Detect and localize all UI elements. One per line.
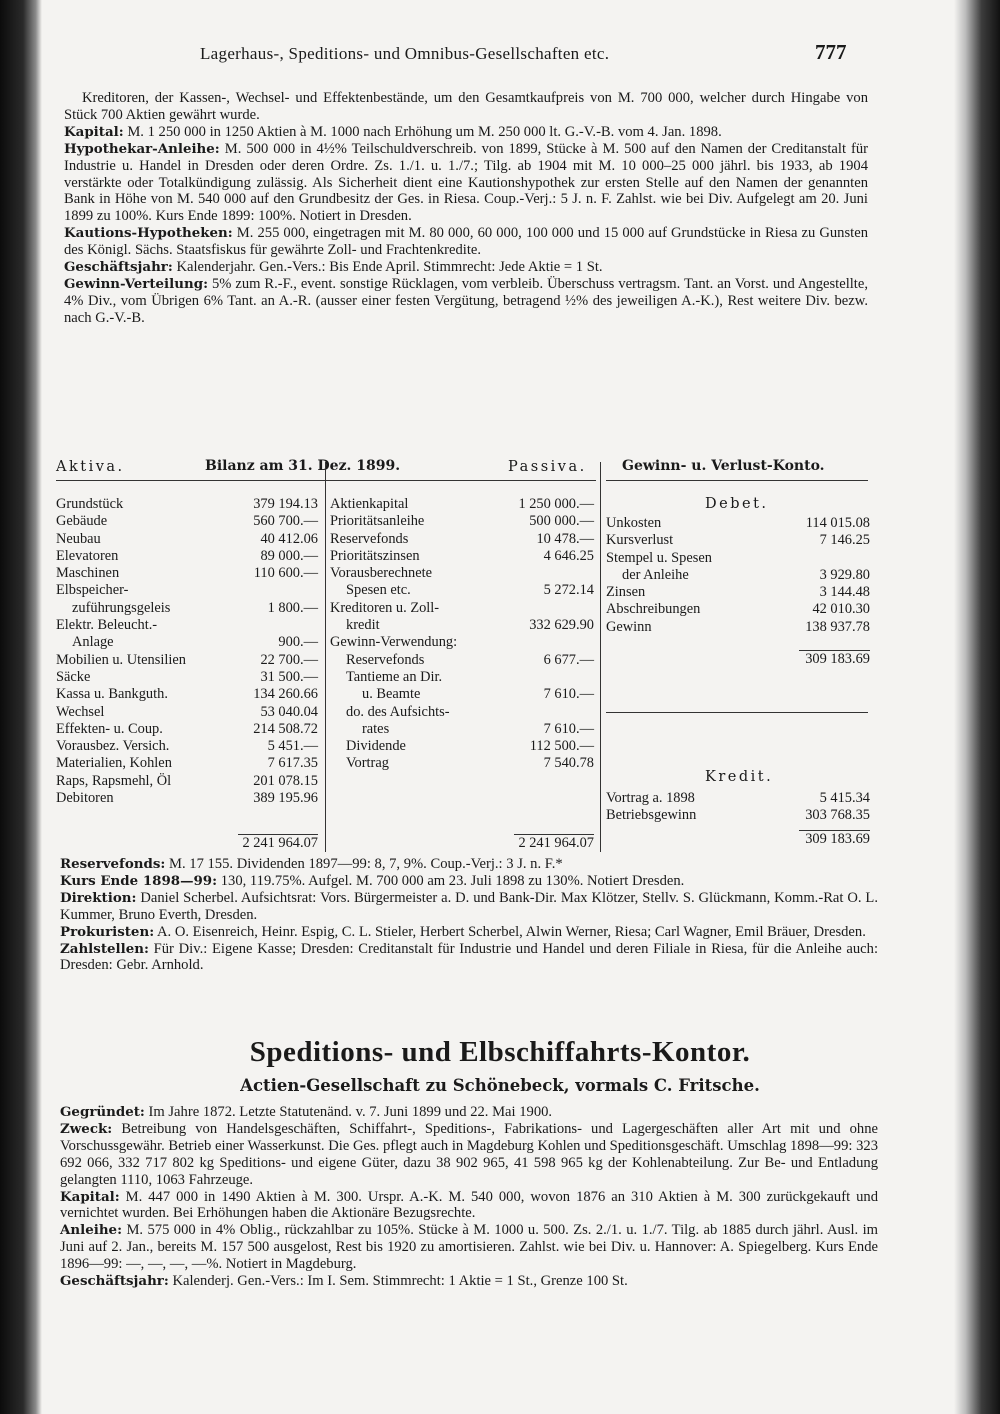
aktiva-row — [56, 669, 318, 686]
top-section — [64, 90, 868, 327]
item-label: Abschreibungen — [606, 601, 701, 618]
item-label: Prioritätsanleihe — [330, 513, 425, 530]
paragraph: Reservefonds: M. 17 155. Dividenden 1897—99: 8, 7, 9%. Coup.-Verj.: 3 J. n. F.* — [60, 856, 563, 872]
item-label: Wechsel — [56, 703, 105, 720]
item-value: 500 000.— — [529, 513, 594, 530]
page-edge-right — [954, 0, 1000, 1414]
paragraph: Kurs Ende 1898—99: 130, 119.75%. Aufgel. M. 700 000 am 23. Juli 1898 zu 130%. Notiert Dresden. — [60, 872, 685, 889]
item-label: Aktienkapital — [330, 496, 409, 512]
kredit-row — [606, 807, 870, 824]
paragraph: Direktion: Daniel Scherbel. Aufsichtsrat: Vors. Bürgermeister a. D. und Bank-Dir. Max Klötzer, Stellv. S. Glückmann, Komm.-Rat O. L. Kummer, Bruno Everth, Dresden. — [60, 889, 878, 923]
item-label: Materialien, Kohlen — [56, 755, 172, 772]
item-label: Raps, Rapsmehl, Öl — [56, 772, 172, 789]
passiva-row — [330, 652, 594, 669]
item-value: 10 478.— — [536, 530, 594, 547]
aktiva-row — [56, 617, 318, 634]
passiva-row — [330, 496, 594, 513]
paragraph: Zweck: Betreibung von Handelsgeschäften, Schiffahrt-, Speditions-, Fabrikations- und Lagergeschäften aller Art mit und ohne Vorschussgewähr. Betrieb einer Wasserkunst. Die Ges. pflegt auch in Magdeburg Kohlen und Speditionsgeschäft. Umschlag 1898—99: 323 692 066, 332 717 802 kg Speditions- und eigene Güter, dazu 38 902 965, 41 598 965 kg der Kohlenabteilung. Zur Be- und Entladung gelangten 1110, 1063 Fahrzeuge. — [60, 1120, 878, 1188]
aktiva-row — [56, 513, 318, 530]
debet-caption: Debet. — [705, 496, 769, 512]
balance-rule — [56, 480, 596, 481]
item-value: 5 415.34 — [819, 790, 870, 806]
passiva-row — [330, 669, 594, 686]
paragraph: Prokuristen: A. O. Eisenreich, Heinr. Espig, C. L. Stieler, Herbert Scherbel, Alwin Werner, Riesa; Carl Wagner, Emil Bräuer, Dresden. — [60, 923, 866, 940]
passiva-row — [330, 582, 594, 599]
paragraph: Geschäftsjahr: Kalenderjahr. Gen.-Vers.: Bis Ende April. Stimmrecht: Jede Aktie = 1 St. — [64, 259, 603, 276]
item-label: Kursverlust — [606, 532, 674, 549]
item-value: 5 451.— — [267, 738, 318, 755]
item-value: 134 260.66 — [253, 686, 318, 703]
item-value: 214 508.72 — [253, 720, 318, 737]
company-title: Speditions- und Elbschiffahrts-Kontor. — [249, 1036, 751, 1068]
debet-row — [606, 619, 870, 636]
item-label: Kreditoren u. Zoll- — [330, 599, 440, 616]
item-label: Debitoren — [56, 790, 114, 807]
paragraph: Kapital: M. 1 250 000 in 1250 Aktien à M. 1000 nach Erhöhung um M. 250 000 lt. G.-V.-B. vom 4. Jan. 1898. — [64, 123, 722, 140]
item-value: 22 700.— — [260, 651, 318, 668]
gv-separator — [606, 712, 868, 713]
item-value: 7 610.— — [543, 686, 594, 703]
item-value: 7 540.78 — [543, 755, 594, 772]
aktiva-row — [56, 531, 318, 548]
aktiva-row — [56, 738, 318, 755]
paragraph: Kapital: M. 447 000 in 1490 Aktien à M. 300. Urspr. A.-K. M. 540 000, wovon 1876 an 310 Aktien à M. 300 zurückgekauft und vernichtet wurden. Bei Erhöhungen haben die Aktionäre Bezugsrechte. — [60, 1188, 878, 1222]
passiva-row — [330, 617, 594, 634]
kredit-caption: Kredit. — [705, 769, 774, 785]
passiva-row — [330, 565, 594, 582]
item-label: u. Beamte — [362, 686, 421, 703]
item-label: Grundstück — [56, 496, 124, 512]
debet-total-value: 309 183.69 — [799, 650, 870, 668]
kredit-row — [606, 790, 870, 807]
item-label: Effekten- u. Coup. — [56, 720, 163, 737]
passiva-row — [330, 513, 594, 530]
binding-shadow-left — [0, 0, 42, 1414]
item-value: 89 000.— — [260, 547, 318, 564]
kredit-table — [606, 790, 870, 825]
item-value: 40 412.06 — [260, 530, 318, 547]
passiva-row — [330, 755, 594, 772]
item-value: 1 250 000.— — [518, 496, 594, 512]
item-value: 42 010.30 — [812, 601, 870, 618]
item-label: Vorausbez. Versich. — [56, 738, 170, 755]
item-label: Elevatoren — [56, 547, 119, 564]
item-value: 379 194.13 — [253, 496, 318, 512]
paragraph: Kreditoren, der Kassen-, Wechsel- und Effektenbestände, um den Gesamtkaufpreis von M. 700 000, welcher durch Hingabe von Stück 700 Aktien gewährt wurde. — [64, 90, 868, 123]
debet-row — [606, 567, 870, 584]
paragraph: Kautions-Hypotheken: M. 255 000, eingetragen mit M. 80 000, 60 000, 100 000 und 15 000 auf Grundstücke in Riesa zu Gunsten des Königl. Sächs. Staatsfiskus für gewährte Zoll- und Frachtenkredite. — [64, 225, 868, 259]
passiva-caption: Passiva. — [508, 459, 587, 475]
item-value: 110 600.— — [253, 565, 318, 582]
paragraph: Anleihe: M. 575 000 in 4% Oblig., rückzahlbar zu 105%. Stücke à M. 1000 u. 500. Zs. 2./1. u. 1./7. Tilg. ab 1885 durch jährl. Ausl. im Juni auf 2. Jan., bereits M. 157 500 ausgelost, Rest bis 1920 zu amortisieren. Zahlst. wie bei Div. u. Hannover: A. Spiegelberg. Kurs Ende 1896—99: —, —, —, —%. Notiert in Magdeburg. — [60, 1222, 878, 1273]
item-value: 560 700.— — [253, 513, 318, 530]
passiva-row — [330, 721, 594, 738]
item-value: 1 800.— — [267, 599, 318, 616]
passiva-row — [330, 600, 594, 617]
aktiva-row — [56, 634, 318, 651]
item-label: Anlage — [72, 634, 114, 651]
aktiva-row — [56, 755, 318, 772]
passiva-row — [330, 634, 594, 651]
passiva-row — [330, 738, 594, 755]
passiva-table — [330, 496, 594, 773]
item-label: Tantieme an Dir. — [346, 668, 443, 685]
item-value: 53 040.04 — [260, 703, 318, 720]
item-label: Reservefonds — [330, 530, 409, 547]
item-value: 31 500.— — [260, 668, 318, 685]
item-value: 201 078.15 — [253, 772, 318, 789]
item-label: Zinsen — [606, 584, 646, 601]
item-value: 7 617.35 — [267, 755, 318, 772]
page-number: 777 — [815, 40, 847, 64]
passiva-total — [330, 834, 594, 851]
passiva-row — [330, 531, 594, 548]
paragraph: Geschäftsjahr: Kalenderj. Gen.-Vers.: Im I. Sem. Stimmrecht: 1 Aktie = 1 St., Grenze 100 St. — [60, 1273, 628, 1290]
item-value: 114 015.08 — [805, 515, 870, 531]
item-label: Maschinen — [56, 565, 120, 582]
item-value: 3 929.80 — [819, 566, 870, 583]
item-value: 303 768.35 — [805, 807, 870, 824]
item-label: Unkosten — [606, 515, 662, 531]
debet-total — [606, 650, 870, 667]
item-label: Elektr. Beleucht.- — [56, 617, 158, 634]
aktiva-row — [56, 600, 318, 617]
gv-title: Gewinn- u. Verlust-Konto. — [622, 458, 825, 474]
item-value: 332 629.90 — [529, 617, 594, 634]
gv-rule — [606, 480, 868, 481]
aktiva-total-value: 2 241 964.07 — [238, 834, 318, 852]
aktiva-row — [56, 721, 318, 738]
aktiva-row — [56, 582, 318, 599]
item-value: 900.— — [278, 634, 318, 651]
item-value: 6 677.— — [543, 651, 594, 668]
aktiva-row — [56, 548, 318, 565]
item-label: Stempel u. Spesen — [606, 549, 712, 566]
item-value: 138 937.78 — [805, 618, 870, 635]
paragraph: Hypothekar-Anleihe: M. 500 000 in 4½% Teilschuldverschreib. von 1899, Stücke à M. 500 auf den Namen der Creditanstalt für Industrie u. Handel in Dresden oder deren Ordre. Zs. 1./1. u. 1./7.; Tilg. ab 1904 mit M. 10 000–25 000 jährl. bis 1933, ab 1904 verstärkte oder Totalkündigung zulässig. Als Sicherheit dient eine Kautionshypothek zur ersten Stelle auf den Namen der genannten Bank in Höhe von M. 540 000 auf den Grundbesitz der Ges. in Riesa. Coup.-Verj.: 5 J. n. F. Zahlst. wie bei Div. Aufgelegt am 20. Juni 1899 zu 100%. Kurs Ende 1899: 100%. Notiert in Dresden. — [64, 140, 868, 225]
aktiva-row — [56, 686, 318, 703]
debet-row — [606, 584, 870, 601]
item-label: Dividende — [346, 738, 406, 755]
debet-row — [606, 532, 870, 549]
kredit-total-value: 309 183.69 — [799, 830, 870, 848]
item-value: 112 500.— — [529, 738, 594, 755]
passiva-row — [330, 686, 594, 703]
paragraph: Gewinn-Verteilung: 5% zum R.-F., event. sonstige Rücklagen, vom verbleib. Überschuss vertragsm. Tant. an Vorst. und Angestellte, 4% Div., vom Übrigen 6% Tant. an A.-R. (ausser einer festen Vergütung, betragend ½% des jeweiligen A.-K.), Rest weitere Div. bezw. nach G.-V.-B. — [64, 275, 868, 326]
item-value: 389 195.96 — [253, 790, 318, 807]
item-value: 5 272.14 — [543, 582, 594, 599]
passiva-row — [330, 704, 594, 721]
passiva-row — [330, 548, 594, 565]
debet-row — [606, 515, 870, 532]
aktiva-total — [56, 834, 318, 851]
passiva-total-value: 2 241 964.07 — [514, 834, 594, 852]
item-value: 3 144.48 — [819, 584, 870, 601]
item-value: 7 146.25 — [819, 532, 870, 549]
item-label: Gewinn — [606, 618, 652, 635]
item-label: Elbspeicher- — [56, 582, 129, 599]
item-label: zuführungsgeleis — [72, 599, 171, 616]
item-value: 7 610.— — [543, 720, 594, 737]
item-label: Kassa u. Bankguth. — [56, 686, 168, 703]
aktiva-row — [56, 773, 318, 790]
aktiva-row — [56, 790, 318, 807]
paragraph: Gegründet: Im Jahre 1872. Letzte Statutenänd. v. 7. Juni 1899 und 22. Mai 1900. — [60, 1104, 553, 1120]
aktiva-row — [56, 704, 318, 721]
item-label: Betriebsgewinn — [606, 807, 697, 824]
item-label: Neubau — [56, 530, 101, 547]
running-title: Lagerhaus-, Speditions- und Omnibus-Gesellschaften etc. — [200, 44, 610, 63]
aktiva-caption: Aktiva. — [56, 459, 125, 475]
item-label: Spesen etc. — [346, 582, 411, 599]
item-label: Säcke — [56, 668, 91, 685]
item-label: Vortrag — [346, 755, 389, 772]
aktiva-table — [56, 496, 318, 807]
item-label: kredit — [346, 617, 380, 634]
item-label: Gewinn-Verwendung: — [330, 634, 458, 651]
item-label: Mobilien u. Utensilien — [56, 651, 186, 668]
after-section — [60, 856, 878, 974]
item-label: do. des Aufsichts- — [346, 703, 450, 720]
aktiva-row — [56, 496, 318, 513]
company-subtitle: Actien-Gesellschaft zu Schönebeck, vormals C. Fritsche. — [240, 1076, 760, 1095]
kredit-total — [606, 830, 870, 847]
table-divider — [600, 462, 601, 852]
item-label: Reservefonds — [346, 651, 425, 668]
balance-title: Bilanz am 31. Dez. 1899. — [205, 458, 401, 474]
debet-row — [606, 601, 870, 618]
item-label: rates — [362, 720, 390, 737]
item-label: Prioritätszinsen — [330, 547, 420, 564]
item-label: der Anleihe — [622, 566, 689, 583]
balance-divider — [325, 462, 326, 852]
aktiva-row — [56, 652, 318, 669]
item-value: 4 646.25 — [543, 547, 594, 564]
item-label: Vorausberechnete — [330, 565, 433, 582]
paragraph: Zahlstellen: Für Div.: Eigene Kasse; Dresden: Creditanstalt für Industrie und Handel und deren Filiale in Riesa, für die Anleihe auch: Dresden: Gebr. Arnhold. — [60, 940, 879, 974]
debet-table — [606, 515, 870, 636]
debet-row — [606, 550, 870, 567]
aktiva-row — [56, 565, 318, 582]
item-label: Gebäude — [56, 513, 108, 530]
item-label: Vortrag a. 1898 — [606, 790, 695, 806]
company-section — [60, 1104, 878, 1290]
